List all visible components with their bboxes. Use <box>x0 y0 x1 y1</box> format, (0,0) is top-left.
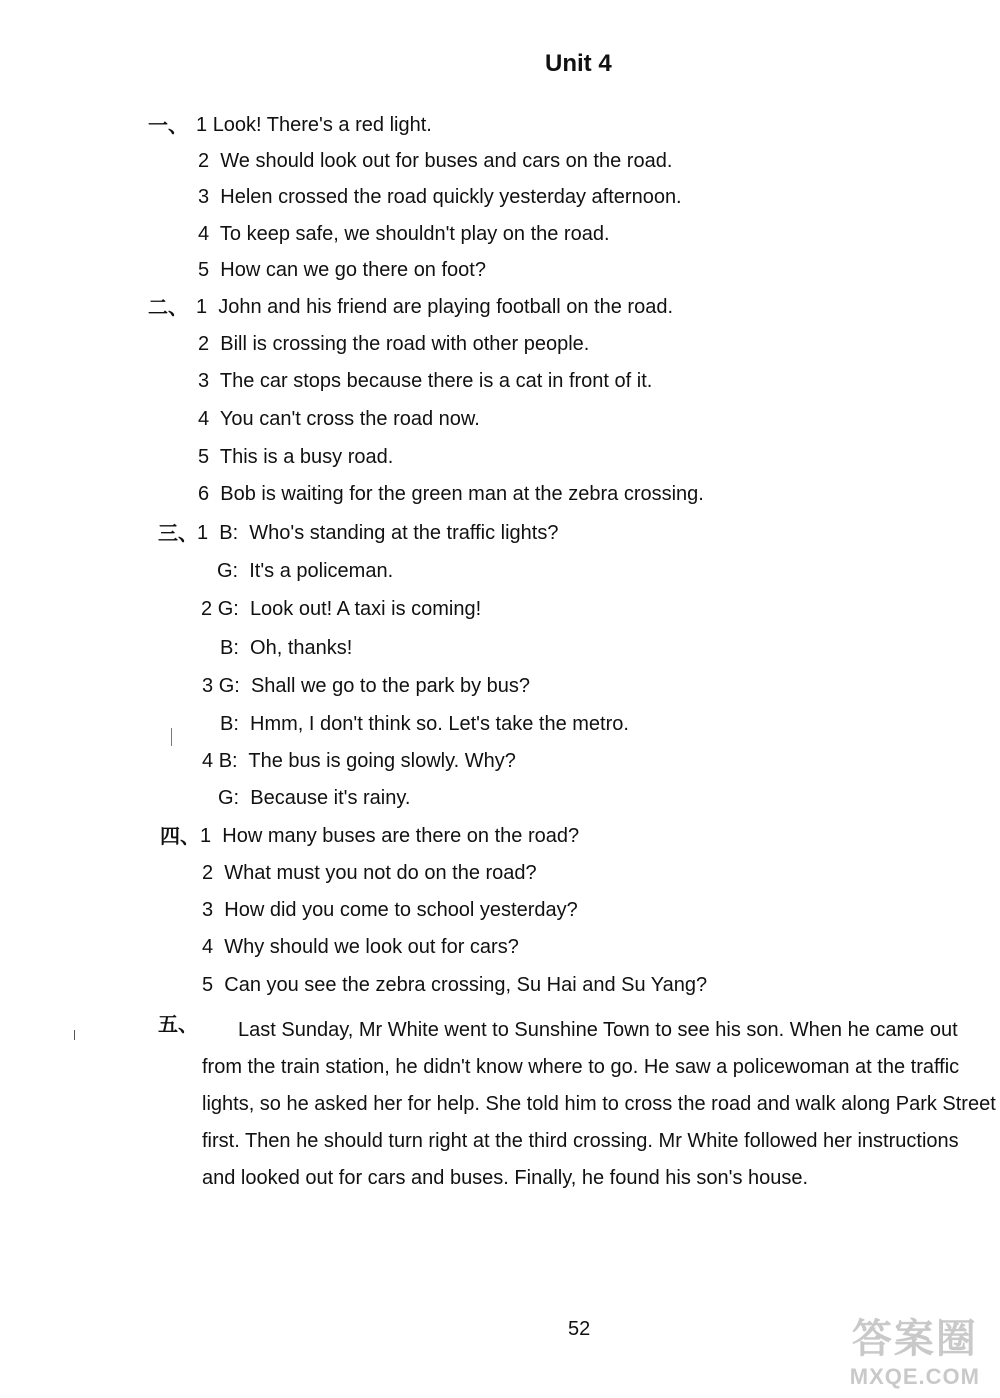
watermark-url: MXQE.COM <box>849 1364 980 1389</box>
speaker-label: B: <box>220 713 239 735</box>
answer-line <box>196 295 673 319</box>
answer-text: This is a busy road. <box>219 446 394 468</box>
item-number: 1 <box>197 522 209 544</box>
item-number: 3 <box>202 899 214 921</box>
item-number: 3 <box>198 186 210 208</box>
dialogue-line <box>220 712 629 736</box>
watermark-logo: 答案圈 <box>851 1316 978 1362</box>
speaker-label: B: <box>218 750 238 772</box>
speaker-label: B: <box>219 522 239 544</box>
dialogue-text: Because it's rainy. <box>250 787 411 809</box>
dialogue-line <box>220 636 352 660</box>
item-number: 4 <box>198 408 210 430</box>
dialogue-text: Shall we go to the park by bus? <box>250 675 530 697</box>
item-number: 1 <box>196 114 208 136</box>
dialogue-line <box>218 786 410 810</box>
item-number: 3 <box>198 370 210 392</box>
passage-line: from the train station, he didn't know where to go. He saw a policewoman at the traffic <box>202 1056 960 1078</box>
answer-line <box>202 973 707 997</box>
answer-line <box>198 185 682 209</box>
answer-text: What must you not do on the road? <box>224 862 537 884</box>
answer-line <box>198 332 589 356</box>
answer-line <box>202 935 519 959</box>
item-number: 1 <box>200 825 212 847</box>
answer-text: Why should we look out for cars? <box>224 936 519 958</box>
passage <box>202 1012 998 1197</box>
speaker-label: G: <box>217 560 239 582</box>
passage-line: lights, so he asked her for help. She told him to cross the road and walk along Park Street <box>202 1093 996 1115</box>
passage-line: Last Sunday, Mr White went to Sunshine Town to see his son. When he came out <box>238 1019 958 1041</box>
answer-line <box>198 149 672 173</box>
speaker-label: B: <box>220 637 239 659</box>
answer-line <box>202 861 537 885</box>
answer-text: John and his friend are playing football on the road. <box>218 296 674 318</box>
section-marker-1: 一、 <box>148 113 188 137</box>
answer-text: How many buses are there on the road? <box>222 825 580 847</box>
answer-line <box>198 407 480 431</box>
dialogue-text: The bus is going slowly. Why? <box>248 750 516 772</box>
item-number: 3 <box>202 675 214 697</box>
answer-line <box>198 482 704 506</box>
page-number: 52 <box>568 1318 591 1340</box>
item-number: 4 <box>198 223 210 245</box>
answer-text: Bob is waiting for the green man at the zebra crossing. <box>220 483 704 505</box>
answer-text: The car stops because there is a cat in front of it. <box>219 370 653 392</box>
item-number: 6 <box>198 483 210 505</box>
dialogue-line <box>202 749 516 773</box>
item-number: 2 <box>198 333 210 355</box>
scan-mark <box>74 1030 78 1040</box>
section-marker-5: 五、 <box>158 1012 198 1036</box>
item-number: 2 <box>202 862 214 884</box>
answer-line <box>198 369 652 393</box>
answer-text: How can we go there on foot? <box>220 259 486 281</box>
dialogue-line <box>197 521 558 545</box>
answer-line <box>200 824 579 848</box>
passage-line: first. Then he should turn right at the third crossing. Mr White followed her instructions <box>202 1130 959 1152</box>
item-number: 5 <box>198 259 210 281</box>
dialogue-line <box>202 674 530 698</box>
speaker-label: G: <box>217 598 239 620</box>
answer-text: Can you see the zebra crossing, Su Hai and Su Yang? <box>224 974 708 996</box>
answer-line <box>198 258 486 282</box>
answer-text: How did you come to school yesterday? <box>224 899 578 921</box>
item-number: 2 <box>198 150 210 172</box>
answer-text: To keep safe, we shouldn't play on the road. <box>219 223 610 245</box>
dialogue-text: Who's standing at the traffic lights? <box>249 522 559 544</box>
item-number: 2 <box>201 598 213 620</box>
dialogue-line <box>217 559 393 583</box>
dialogue-text: Oh, thanks! <box>250 637 353 659</box>
item-number: 1 <box>196 296 208 318</box>
scan-mark <box>171 728 172 746</box>
item-number: 5 <box>202 974 214 996</box>
section-marker-2: 二、 <box>148 295 188 319</box>
answer-text: Look! There's a red light. <box>212 114 432 136</box>
section-marker-4: 四、 <box>160 824 200 848</box>
answer-line <box>202 898 578 922</box>
item-number: 5 <box>198 446 210 468</box>
passage-line: and looked out for cars and buses. Finally, he found his son's house. <box>202 1167 809 1189</box>
dialogue-text: Hmm, I don't think so. Let's take the metro. <box>250 713 629 735</box>
section-marker-3: 三、 <box>158 521 198 545</box>
dialogue-text: Look out! A taxi is coming! <box>249 598 482 620</box>
page-title: Unit 4 <box>545 50 612 77</box>
answer-line <box>196 113 432 137</box>
watermark <box>850 1307 980 1390</box>
speaker-label: G: <box>218 787 240 809</box>
speaker-label: G: <box>218 675 240 697</box>
item-number: 4 <box>202 750 214 772</box>
answer-text: You can't cross the road now. <box>219 408 480 430</box>
item-number: 4 <box>202 936 214 958</box>
answer-text: Bill is crossing the road with other people. <box>220 333 590 355</box>
answer-text: Helen crossed the road quickly yesterday afternoon. <box>220 186 682 208</box>
answer-text: We should look out for buses and cars on the road. <box>220 150 673 172</box>
answer-line <box>198 445 393 469</box>
dialogue-line <box>201 597 481 621</box>
answer-line <box>198 222 610 246</box>
dialogue-text: It's a policeman. <box>249 560 394 582</box>
